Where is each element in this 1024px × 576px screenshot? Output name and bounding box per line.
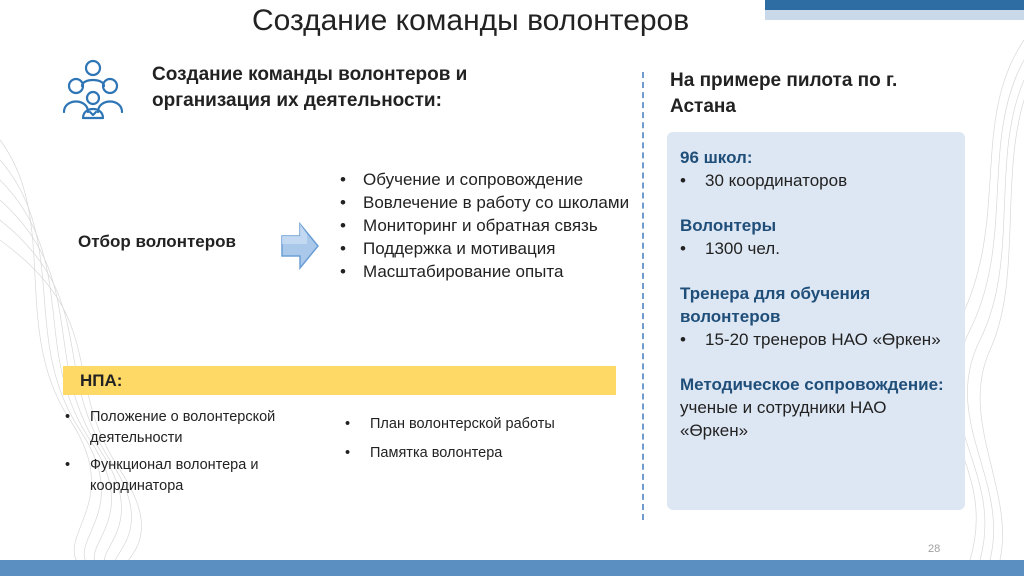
section-subtitle: Создание команды волонтеров и организация их деятельности:	[152, 64, 468, 111]
list-item: • Положение о волонтерской деятельности	[65, 407, 335, 449]
page-number: 28	[928, 543, 941, 555]
right-arrow-icon	[280, 222, 320, 270]
selection-label: Отбор волонтеров	[78, 232, 236, 251]
npa-banner	[63, 366, 616, 395]
list-item: • Вовлечение в работу со школами	[340, 191, 630, 214]
list-item: • Масштабирование опыта	[340, 260, 630, 283]
people-group-icon	[60, 56, 126, 122]
npa-documents-left	[65, 407, 335, 503]
npa-label: НПА:	[80, 371, 123, 390]
list-item: • Обучение и сопровождение	[340, 168, 630, 191]
list-item: • Памятка волонтера	[345, 443, 625, 464]
top-accent-bar-light	[765, 10, 1024, 20]
npa-documents-right	[345, 414, 625, 472]
page-title: Создание команды волонтеров	[252, 4, 690, 37]
bottom-accent-bar	[0, 560, 1024, 576]
list-item: • План волонтерской работы	[345, 414, 625, 435]
dashed-divider	[642, 72, 644, 520]
pilot-title: На примере пилота по г. Астана	[670, 70, 898, 117]
volunteers-heading: Волонтеры	[680, 216, 777, 235]
methodical-support	[680, 373, 950, 442]
list-item: • Мониторинг и обратная связь	[340, 214, 630, 237]
trainers-heading: Тренера для обучения волонтеров	[680, 284, 871, 326]
schools-heading: 96 школ:	[680, 148, 753, 167]
list-item: • Функционал волонтера и координатора	[65, 455, 335, 497]
list-item: • 15-20 тренеров НАО «Өркен»	[680, 328, 950, 351]
methodical-text: ученые и сотрудники НАО «Өркен»	[680, 398, 887, 440]
list-item: • 30 координаторов	[680, 169, 950, 192]
list-item: • Поддержка и мотивация	[340, 237, 630, 260]
activities-list	[340, 168, 630, 283]
pilot-panel-content	[680, 146, 950, 442]
list-item: • 1300 чел.	[680, 237, 950, 260]
top-accent-bar	[765, 0, 1024, 10]
methodical-heading: Методическое сопровождение:	[680, 375, 944, 394]
